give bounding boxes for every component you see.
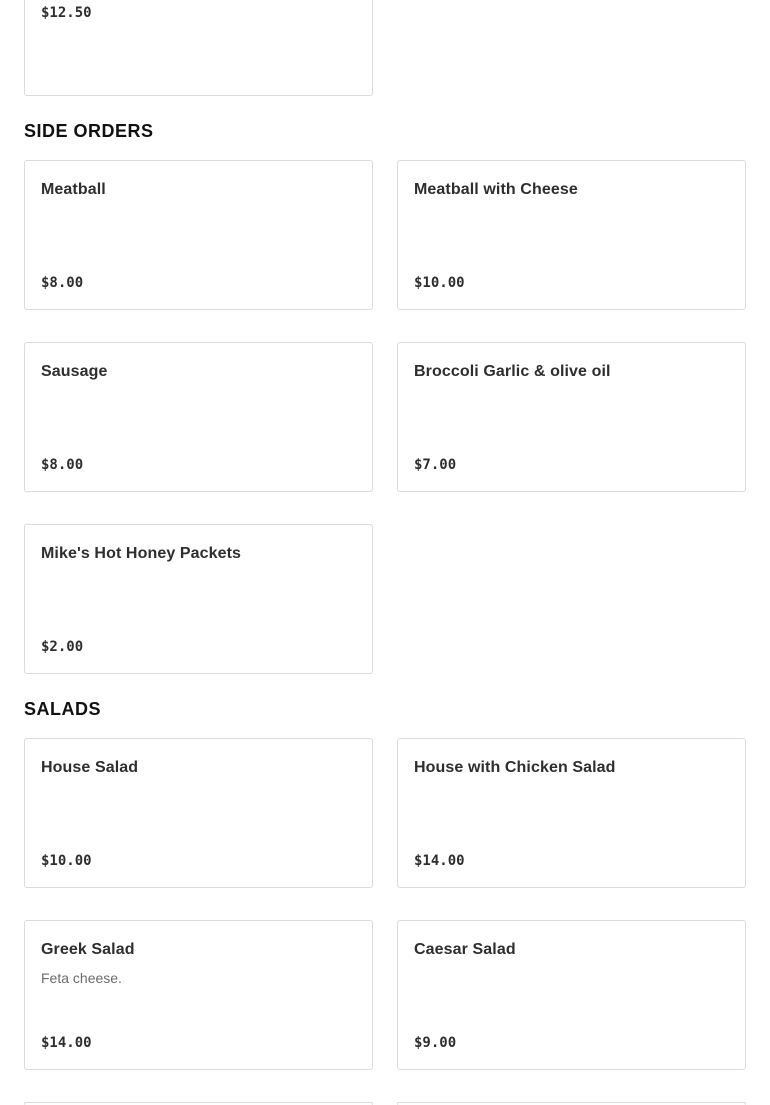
menu-item-name: Greek Salad — [41, 941, 135, 958]
menu-item-price: $10.00 — [41, 853, 92, 869]
menu-item-price: $2.00 — [41, 639, 84, 655]
menu-item-card[interactable] — [397, 738, 746, 888]
menu-item-name: Caesar Salad — [414, 941, 516, 958]
menu-item-name: House with Chicken Salad — [414, 759, 616, 776]
menu-item-card[interactable] — [24, 160, 373, 310]
menu-item-price: $12.50 — [41, 5, 92, 21]
menu-item-card[interactable] — [24, 342, 373, 492]
menu-item-price: $8.00 — [41, 275, 84, 291]
section-title-side-orders: SIDE ORDERS — [24, 121, 154, 141]
menu-item-price: $7.00 — [414, 457, 457, 473]
menu-item-price: $10.00 — [414, 275, 465, 291]
menu-item-description: Feta cheese. — [41, 970, 122, 986]
menu-item-name: Sausage — [41, 363, 108, 380]
menu-item-card[interactable] — [24, 738, 373, 888]
menu-item-card[interactable] — [397, 342, 746, 492]
menu-item-card[interactable] — [24, 920, 373, 1070]
menu-item-card[interactable] — [397, 920, 746, 1070]
menu-item-name: Meatball — [41, 181, 106, 198]
menu-item-price: $14.00 — [41, 1035, 92, 1051]
menu-item-name: Mike's Hot Honey Packets — [41, 545, 242, 562]
menu-item-name: House Salad — [41, 759, 139, 776]
menu-item-price: $8.00 — [41, 457, 84, 473]
menu-item-price: $9.00 — [414, 1035, 457, 1051]
menu-item-price: $14.00 — [414, 853, 465, 869]
section-title-salads: SALADS — [24, 699, 102, 719]
menu-item-card[interactable] — [24, 524, 373, 674]
menu-item-name: Meatball with Cheese — [414, 181, 578, 198]
menu-item-card[interactable] — [24, 0, 373, 96]
menu-item-card[interactable] — [397, 160, 746, 310]
menu-item-name: Broccoli Garlic & olive oil — [414, 363, 611, 380]
